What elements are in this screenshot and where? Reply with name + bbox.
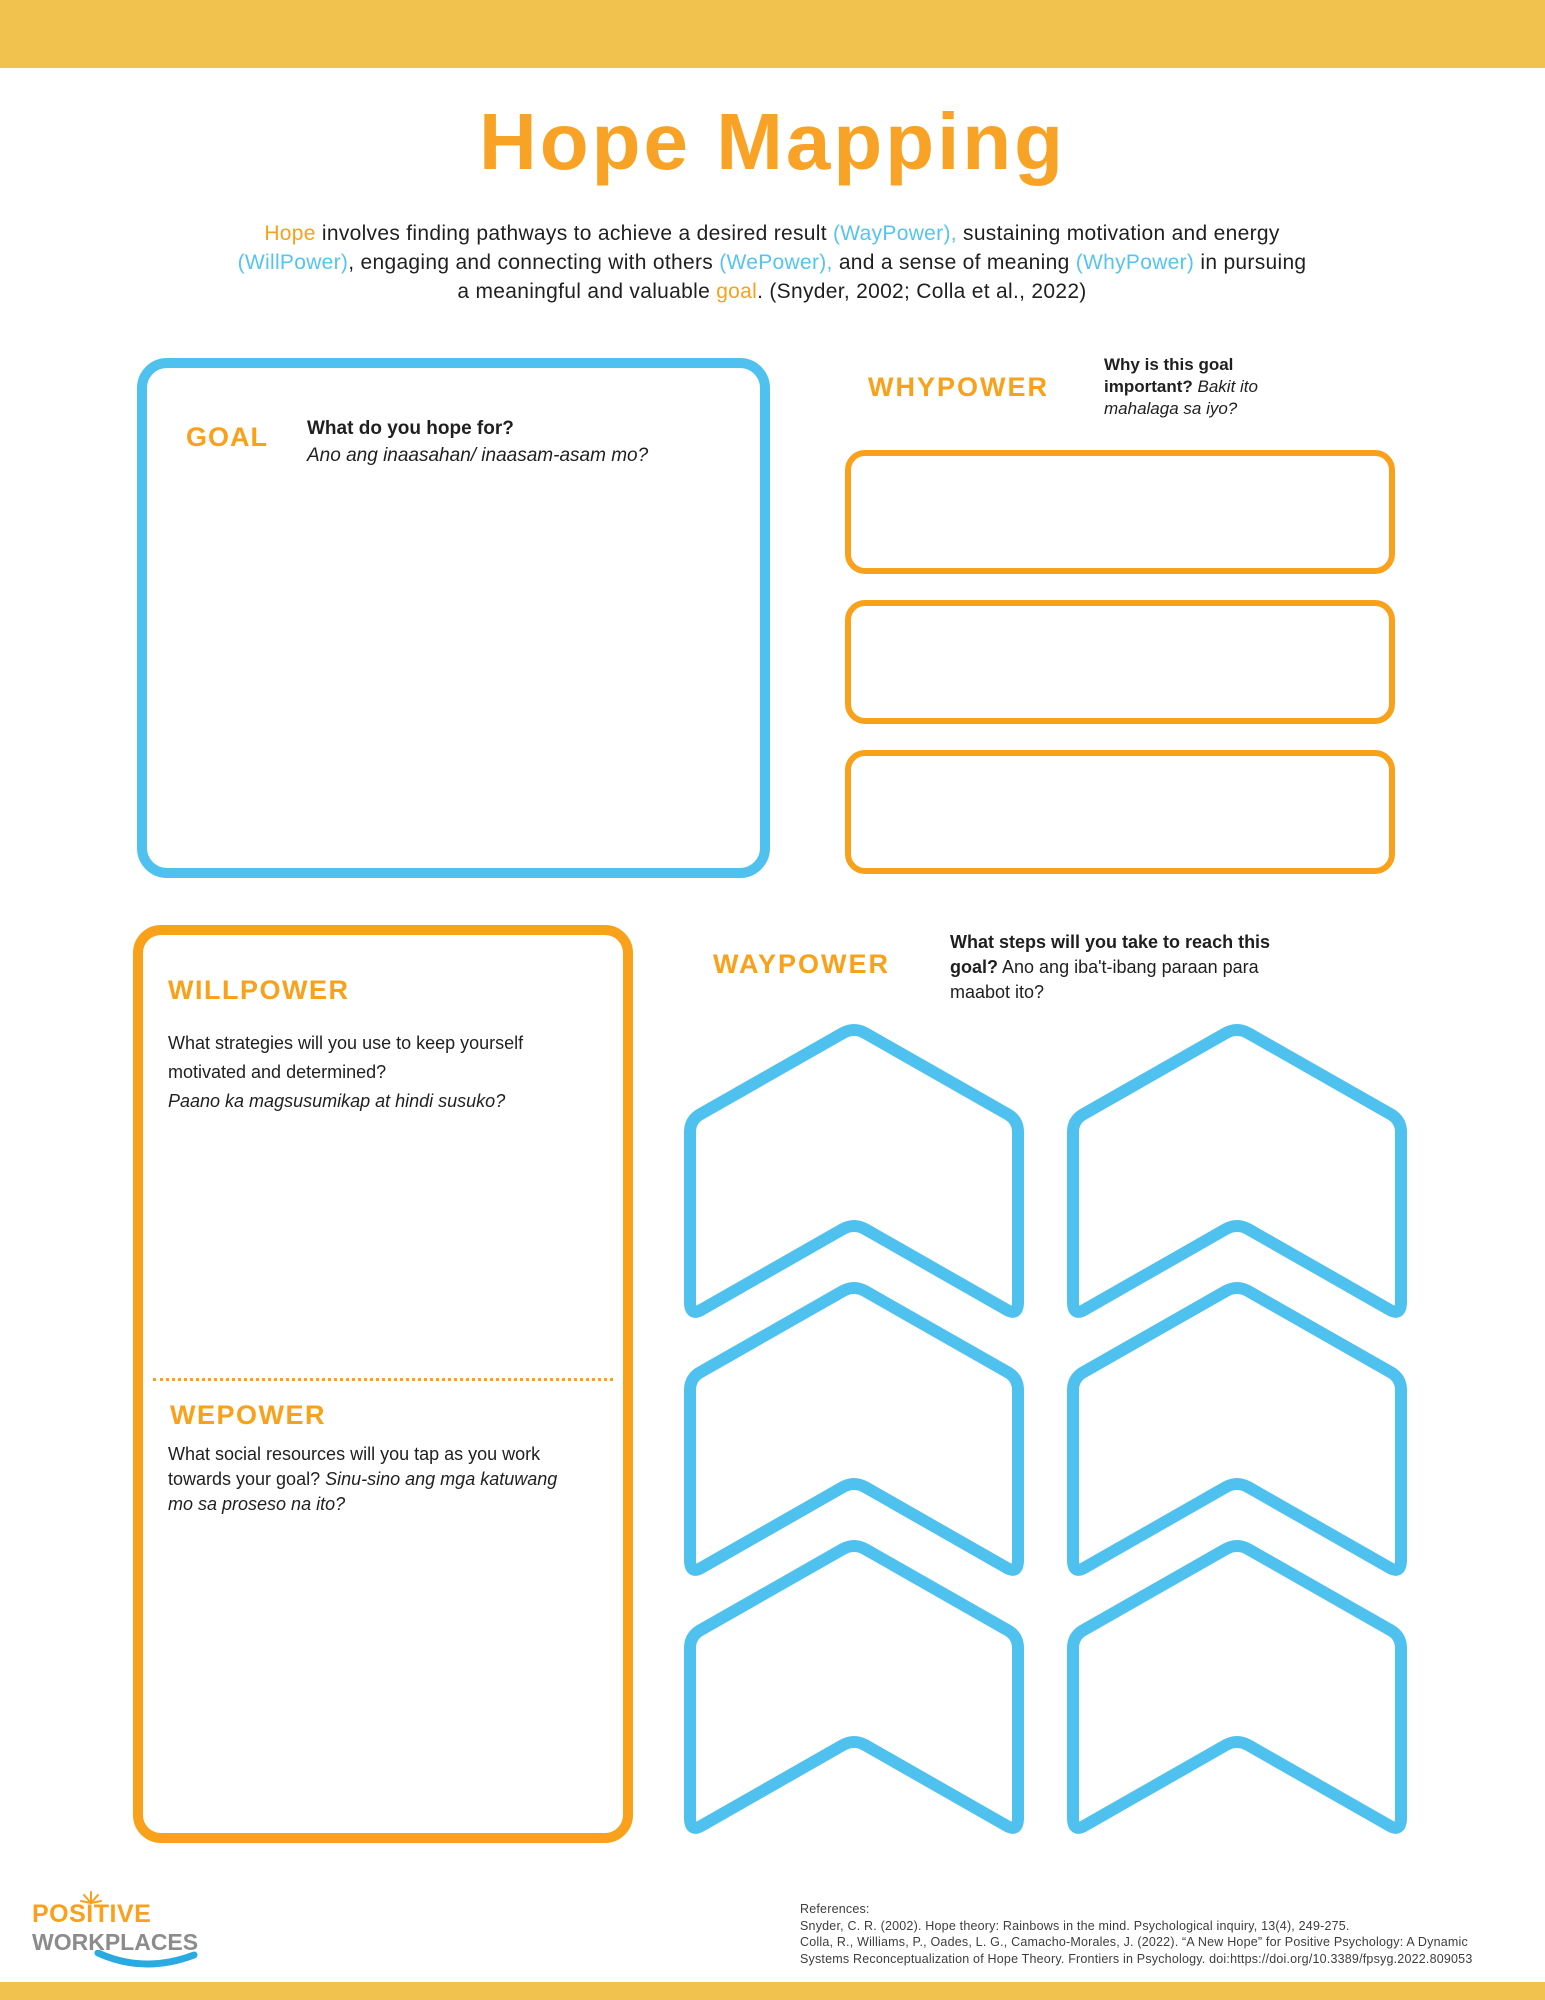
intro-line-3 — [152, 277, 1392, 306]
intro-term-hope: Hope — [264, 222, 316, 245]
waypower-question-tagalog: Ano ang iba't-ibang paraan para maabot ito? — [950, 957, 1259, 1002]
intro-term-waypower: (WayPower), — [833, 222, 957, 245]
chevron-up-icon — [1067, 1283, 1407, 1579]
references-heading: References: — [800, 1902, 870, 1916]
wepower-question-en: What social resources will you tap as you work towards your goal? — [168, 1444, 541, 1489]
whypower-question — [1104, 354, 1314, 420]
intro-text: involves finding pathways to achieve a desired result — [315, 222, 834, 245]
intro-term-wepower: (WePower), — [719, 251, 833, 274]
intro-text: sustaining motivation and energy — [956, 222, 1280, 245]
chevron-up-icon — [1067, 1541, 1407, 1837]
references-block — [800, 1901, 1530, 1967]
whypower-box-2[interactable] — [845, 600, 1395, 724]
positive-workplaces-logo — [32, 1896, 232, 1986]
wepower-writing-area[interactable] — [155, 1545, 611, 1821]
goal-question — [307, 415, 777, 469]
wepower-label: WEPOWER — [170, 1400, 326, 1430]
waypower-question-en: What steps will you take to reach this goal? — [950, 932, 1271, 977]
whypower-question-en: Why is this goal important? — [1104, 355, 1234, 396]
willpower-writing-area[interactable] — [155, 1135, 611, 1365]
top-accent-bar — [0, 0, 1545, 68]
whypower-label: WHYPOWER — [868, 372, 1049, 402]
waypower-label: WAYPOWER — [713, 949, 891, 979]
intro-text: and a sense of meaning — [832, 251, 1076, 274]
intro-line-2 — [152, 248, 1392, 277]
willpower-question — [168, 1029, 543, 1116]
chevron-up-icon — [684, 1541, 1024, 1837]
intro-text: a meaningful and valuable — [457, 280, 717, 303]
reference-entry: Snyder, C. R. (2002). Hope theory: Rainbows in the mind. Psychological inquiry, 13(4), 249-275. — [800, 1918, 1350, 1933]
chevron-step-4[interactable] — [1067, 1283, 1407, 1579]
chevron-step-5[interactable] — [684, 1541, 1024, 1837]
goal-box — [137, 358, 770, 878]
chevron-step-2[interactable] — [1067, 1025, 1407, 1321]
chevron-step-6[interactable] — [1067, 1541, 1407, 1837]
reference-entry: Colla, R., Williams, P., Oades, L. G., Camacho-Morales, J. (2022). “A New Hope” for Positive Psychology: A Dynamic — [800, 1935, 1468, 1949]
whypower-question-tagalog: Bakit ito mahalaga sa iyo? — [1104, 377, 1258, 418]
intro-term-whypower: (WhyPower) — [1075, 251, 1195, 274]
goal-question-en: What do you hope for? — [307, 418, 514, 439]
chevron-up-icon — [684, 1283, 1024, 1579]
willpower-wepower-box — [133, 925, 633, 1843]
willpower-question-tagalog: Paano ka magsusumikap at hindi susuko? — [168, 1091, 506, 1111]
goal-writing-area[interactable] — [159, 478, 748, 856]
chevron-up-icon — [684, 1025, 1024, 1321]
section-divider — [153, 1378, 613, 1381]
willpower-question-en: What strategies will you use to keep yourself motivated and determined? — [168, 1033, 524, 1082]
whypower-box-1[interactable] — [845, 450, 1395, 574]
willpower-label: WILLPOWER — [168, 975, 350, 1005]
intro-text: , engaging and connecting with others — [348, 251, 720, 274]
chevron-up-icon — [1067, 1025, 1407, 1321]
intro-paragraph — [152, 219, 1392, 306]
intro-term-willpower: (WillPower) — [237, 251, 349, 274]
intro-text: in pursuing — [1194, 251, 1307, 274]
whypower-box-3[interactable] — [845, 750, 1395, 874]
wepower-question-tagalog: Sinu-sino ang mga katuwang mo sa proseso na ito? — [168, 1469, 558, 1514]
reference-entry: Systems Reconceptualization of Hope Theory. Frontiers in Psychology. doi:https://doi.org/10.3389/fpsyg.2022.809053 — [800, 1951, 1473, 1966]
intro-term-goal: goal — [716, 280, 758, 303]
intro-line-1 — [152, 219, 1392, 248]
bottom-accent-bar — [0, 1982, 1545, 2000]
logo-text-workplaces: WORKPLACES — [32, 1929, 199, 1955]
logo-text-positive: POSITIVE — [32, 1900, 152, 1928]
chevron-step-3[interactable] — [684, 1283, 1024, 1579]
intro-text: . (Snyder, 2002; Colla et al., 2022) — [757, 280, 1087, 303]
page-title: Hope Mapping — [478, 97, 1067, 186]
chevron-step-1[interactable] — [684, 1025, 1024, 1321]
waypower-question — [950, 930, 1300, 1005]
wepower-question — [168, 1442, 558, 1517]
goal-question-tagalog: Ano ang inaasahan/ inaasam-asam mo? — [307, 445, 649, 466]
goal-label: GOAL — [186, 422, 268, 452]
smile-swoosh-icon — [94, 1950, 198, 1975]
